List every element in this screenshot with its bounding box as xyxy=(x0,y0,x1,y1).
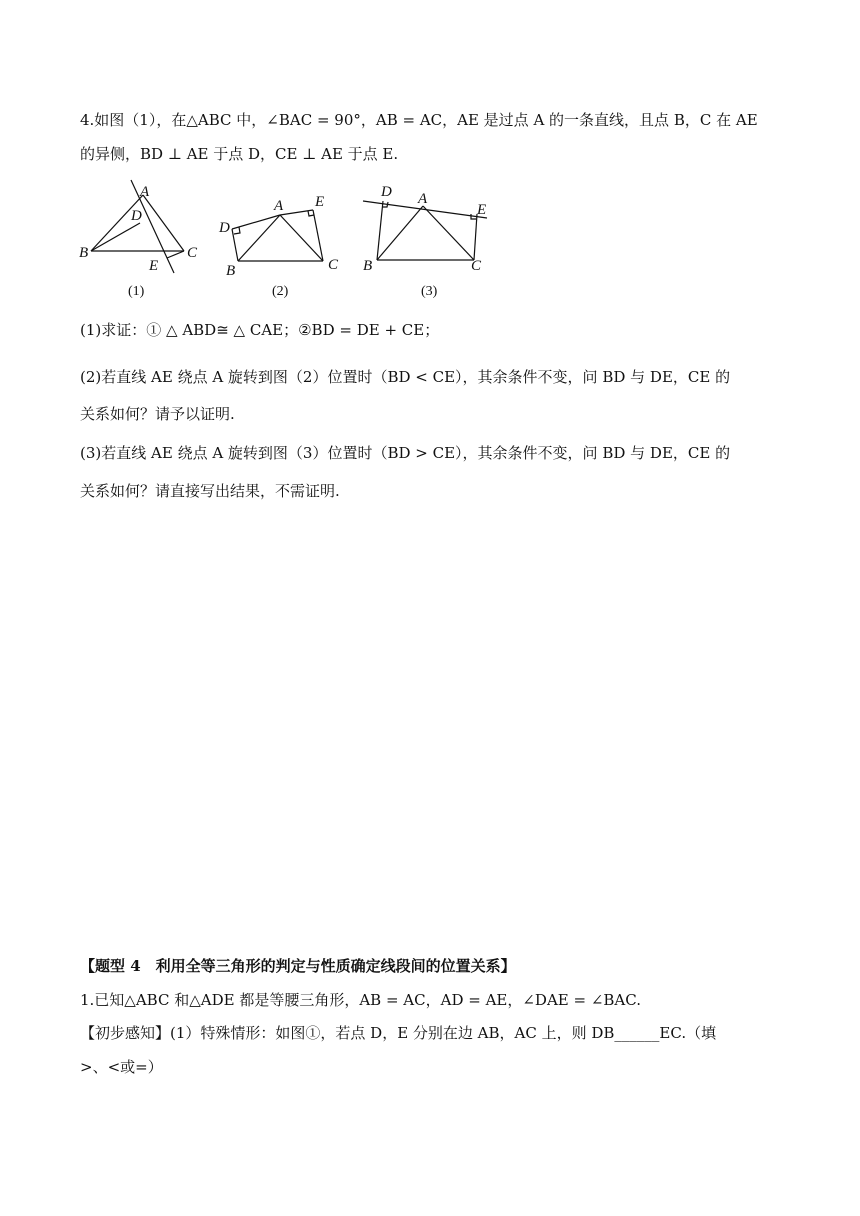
fig2-label-c: C xyxy=(328,257,339,273)
problem-line-1: 4.如图（1），在△ABC 中，∠BAC = 90°，AB = AC，AE 是过点 A 的一条直线，且点 B，C 在 AE xyxy=(80,111,758,129)
initial-perception-line-2: >、<或=） xyxy=(80,1058,163,1076)
fig3-label-e: E xyxy=(477,202,487,218)
fig1-caption: (1) xyxy=(128,284,145,299)
question-2-line-2: 关系如何？请予以证明. xyxy=(80,405,235,423)
question-3-line-1: (3)若直线 AE 绕点 A 旋转到图（3）位置时（BD > CE），其余条件不变，问 BD 与 DE，CE 的 xyxy=(80,444,731,462)
fig2-label-d: D xyxy=(219,220,230,236)
fig1-label-c: C xyxy=(187,245,198,261)
fig1-label-a: A xyxy=(140,184,150,200)
fig1-label-b: B xyxy=(79,245,89,261)
problem-line-2: 的异侧，BD ⊥ AE 于点 D，CE ⊥ AE 于点 E. xyxy=(80,145,399,163)
figure-2 xyxy=(218,194,339,299)
question-3-line-2: 关系如何？请直接写出结果，不需证明. xyxy=(80,482,340,500)
fig3-label-b: B xyxy=(363,258,373,274)
fig3-label-c: C xyxy=(471,258,482,274)
initial-perception-line-1: 【初步感知】(1）特殊情形：如图①，若点 D，E 分别在边 AB，AC 上，则 DB______EC.（填 xyxy=(80,1024,717,1042)
figure-3 xyxy=(363,184,487,299)
question-1: (1)求证：① △ ABD≅ △ CAE；②BD = DE + CE； xyxy=(80,321,440,339)
fig1-label-d: D xyxy=(131,208,142,224)
section-heading: 【题型 4 利用全等三角形的判定与性质确定线段间的位置关系】 xyxy=(80,957,516,975)
fig3-caption: (3) xyxy=(421,284,438,299)
fig3-label-a: A xyxy=(418,191,428,207)
figure-1 xyxy=(79,180,198,299)
section-problem-1: 1.已知△ABC 和△ADE 都是等腰三角形，AB = AC，AD = AE，∠DAE = ∠BAC. xyxy=(80,991,641,1009)
fig2-caption: (2) xyxy=(272,284,289,299)
fig2-label-a: A xyxy=(274,198,284,214)
fig2-label-b: B xyxy=(226,263,236,279)
fig1-label-e: E xyxy=(149,258,159,274)
fig2-label-e: E xyxy=(315,194,325,210)
fig3-label-d: D xyxy=(381,184,392,200)
geometry-figures xyxy=(76,178,516,308)
question-2-line-1: (2)若直线 AE 绕点 A 旋转到图（2）位置时（BD < CE），其余条件不变，问 BD 与 DE，CE 的 xyxy=(80,368,731,386)
